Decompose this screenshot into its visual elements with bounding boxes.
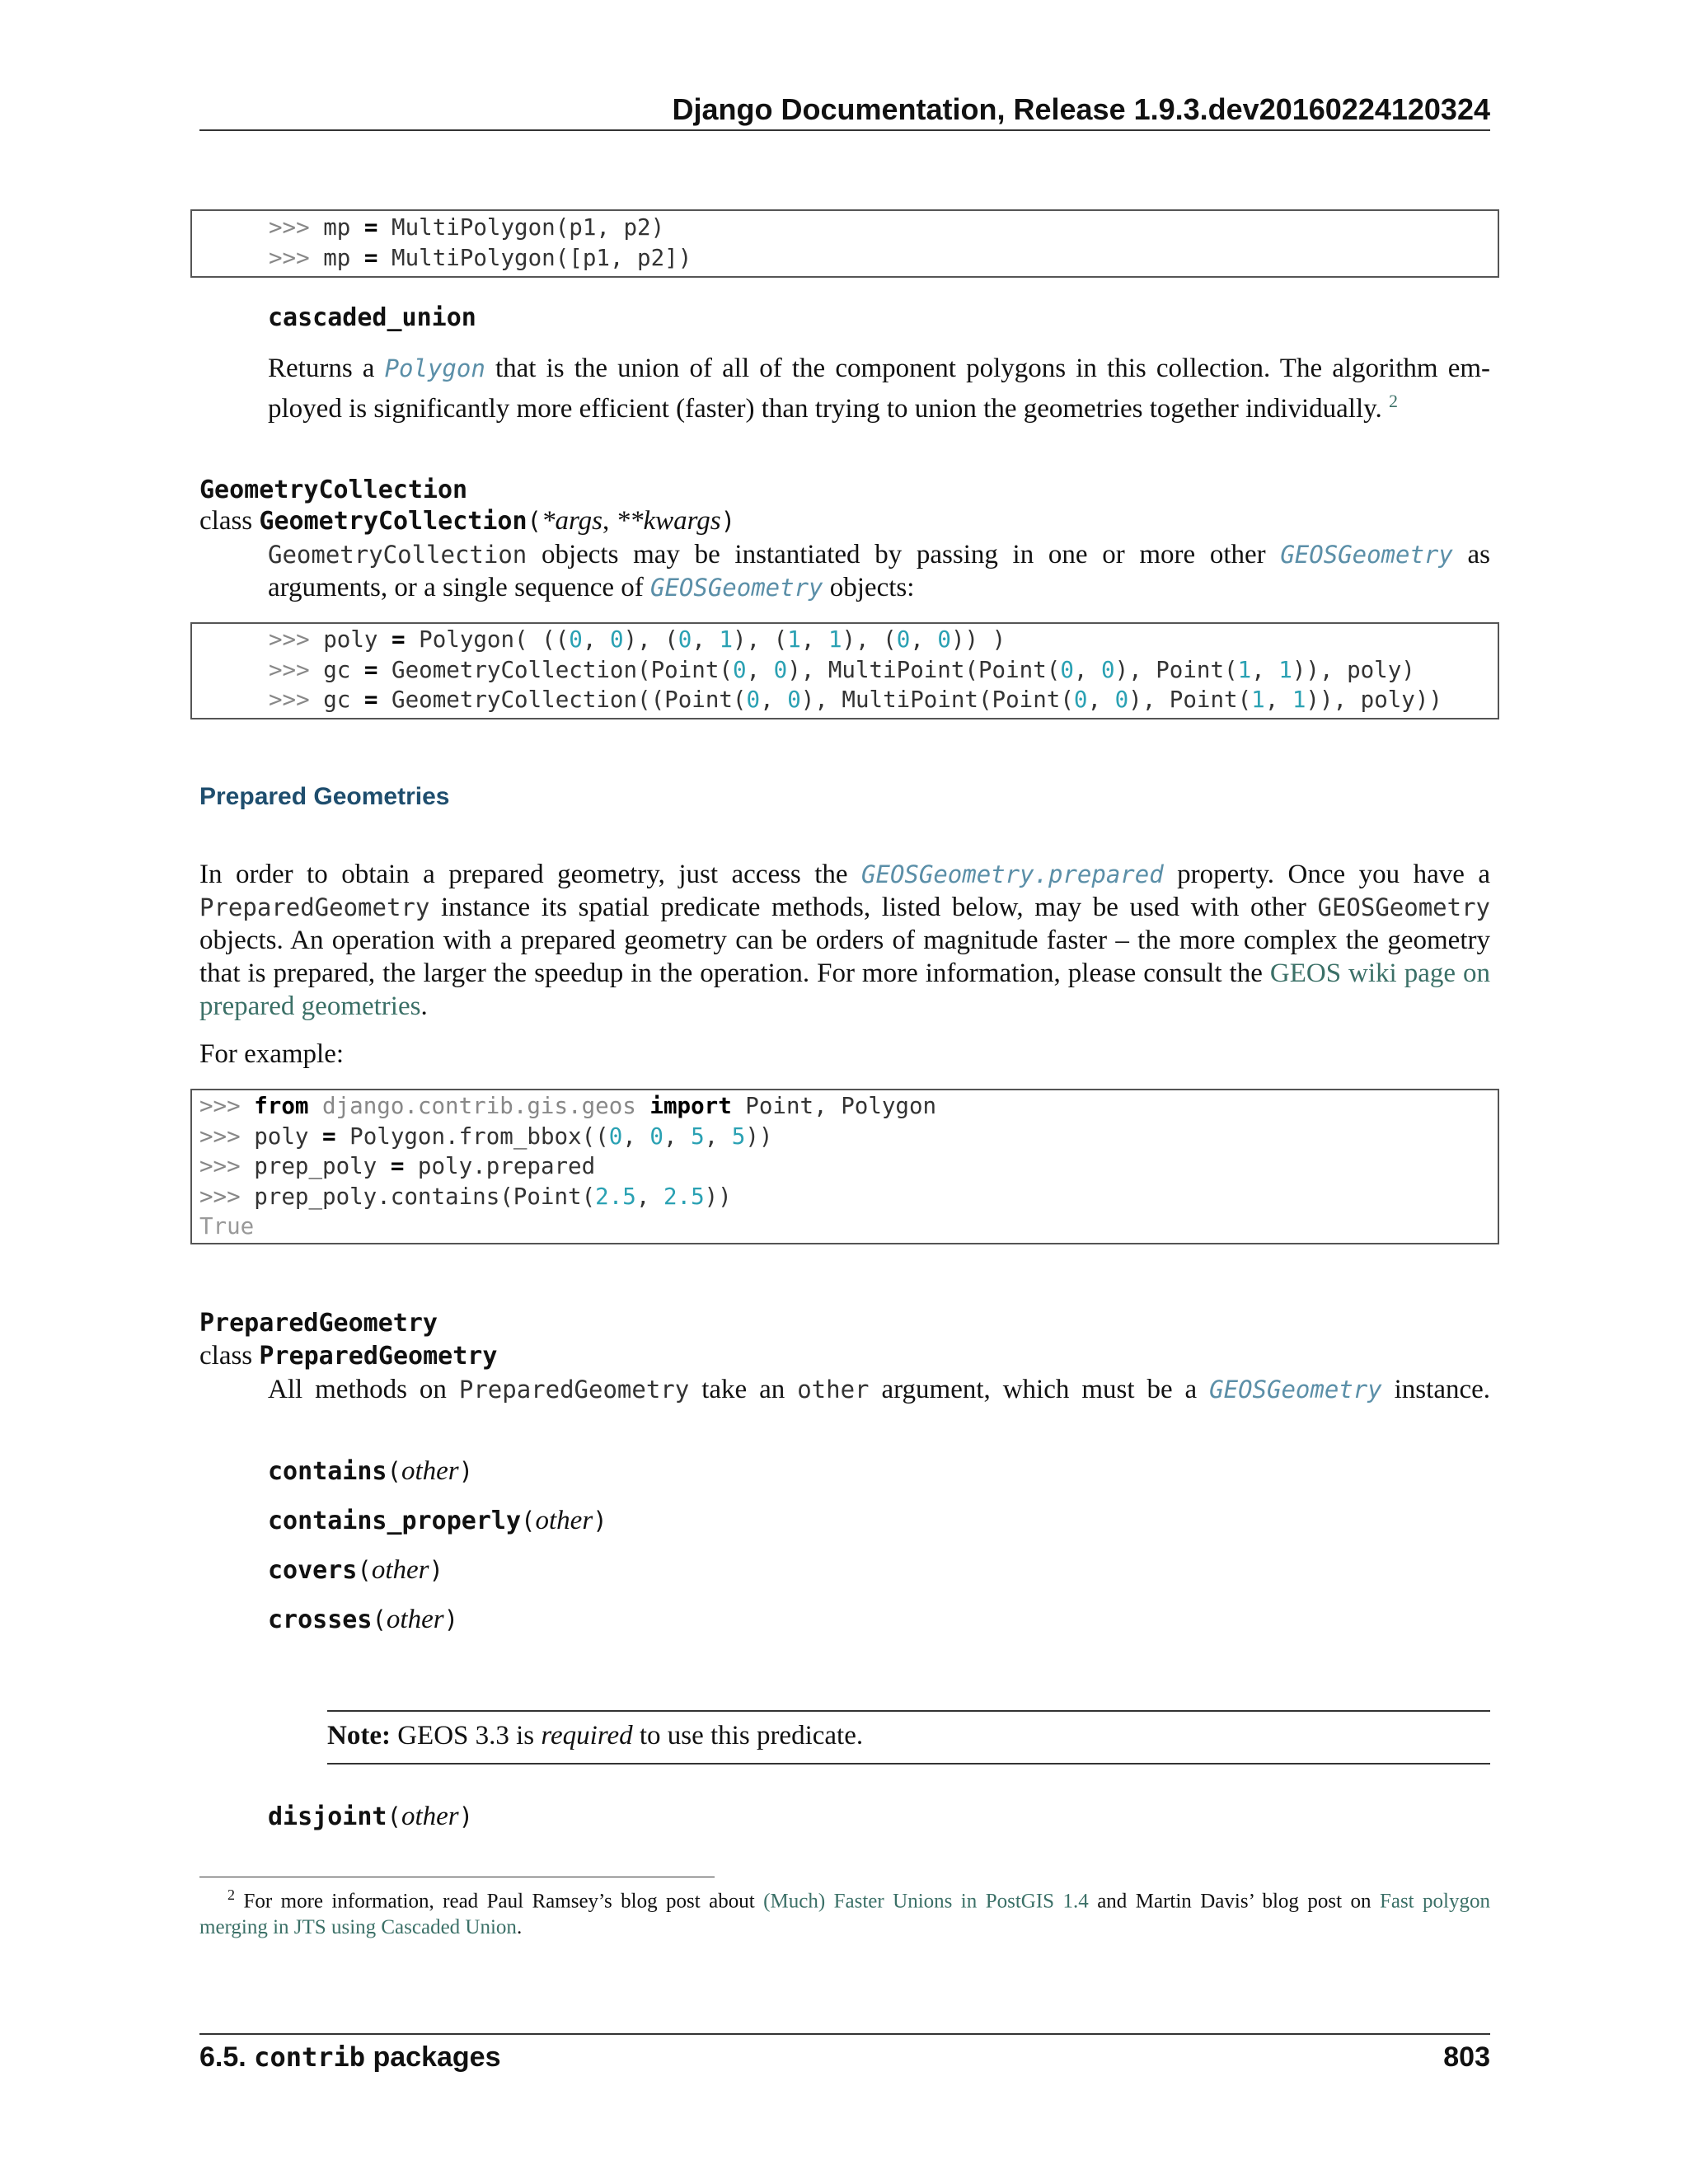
code-line: >>> gc = GeometryCollection(Point(0, 0), MultiPoint(Point(0, 0), Point(1, 1)), poly): [269, 656, 1415, 683]
param-kwargs: **kwargs: [616, 506, 721, 536]
footer-rule: [199, 2033, 1490, 2035]
method-contains: [268, 1456, 473, 1487]
inline-code: GEOSGeometry: [1317, 893, 1490, 921]
cascaded-union-description: [268, 352, 1490, 425]
header-rule: [199, 129, 1490, 131]
para-line-4: [199, 957, 1490, 990]
jts-cascaded-union-link-cont[interactable]: merging in JTS using Cascaded Union: [199, 1916, 517, 1939]
text: For more information, read Paul Ramsey’s blog post about: [235, 1890, 764, 1913]
param: other: [371, 1555, 429, 1585]
note-label: Note:: [327, 1721, 391, 1750]
code-line: >>> poly = Polygon.from_bbox((0, 0, 5, 5)): [199, 1122, 773, 1150]
paren: (: [387, 1802, 401, 1830]
code-block-geometry-collection: [190, 622, 1499, 719]
page-number: 803: [1443, 2041, 1490, 2073]
inline-code: PreparedGeometry: [199, 893, 430, 921]
text: GEOS 3.3 is: [397, 1721, 542, 1750]
text: objects. An operation with a prepared geometry can be orders of magnitude faster – the more complex the geometry: [199, 926, 1490, 955]
method-name: crosses: [268, 1605, 373, 1634]
code-line: >>> gc = GeometryCollection((Point(0, 0), MultiPoint(Point(0, 0), Point(1, 1)), poly)): [269, 687, 1442, 713]
section-text: packages: [373, 2041, 501, 2073]
para-line-3: [199, 924, 1490, 957]
text: that is prepared, the larger the speedup in the operation. For more information, please consult the: [199, 958, 1270, 988]
inline-code: PreparedGeometry: [458, 1376, 690, 1404]
inline-code: other: [797, 1376, 870, 1404]
desc-line-2: [268, 385, 1490, 425]
para-line-5: [199, 990, 1490, 1023]
text: to use this predicate.: [632, 1721, 864, 1750]
text: .: [420, 991, 428, 1021]
param: other: [401, 1802, 459, 1831]
heading-text: GeometryCollection: [199, 476, 468, 504]
text: and Martin Davis’ blog post on: [1088, 1890, 1380, 1913]
page-header-title: Django Documentation, Release 1.9.3.dev20160224120324: [672, 92, 1490, 126]
footnote-number: 2: [227, 1886, 235, 1903]
method-name: contains_properly: [268, 1507, 522, 1535]
paren: ): [593, 1507, 607, 1535]
jts-cascaded-union-link[interactable]: Fast polygon: [1379, 1890, 1491, 1913]
text: instance.: [1381, 1375, 1491, 1404]
desc-line-1: [268, 352, 1490, 385]
text: take an: [689, 1375, 798, 1404]
code-block-prepared-example: [190, 1089, 1499, 1244]
class-name: PreparedGeometry: [259, 1342, 498, 1371]
method-name: disjoint: [268, 1802, 387, 1831]
text: as: [1452, 540, 1490, 569]
paren: (: [521, 1507, 536, 1535]
param: other: [401, 1456, 459, 1486]
class-name: GeometryCollection: [259, 507, 528, 536]
code-line: >>> mp = MultiPolygon([p1, p2]): [269, 244, 692, 271]
heading-text: PreparedGeometry: [199, 1309, 438, 1338]
note-bottom-rule: [327, 1763, 1490, 1765]
geos-wiki-link-cont[interactable]: prepared geometries: [199, 991, 421, 1021]
text: that is the union of all of the component polygons in this collection. The algorithm em-: [485, 354, 1490, 383]
code-line: >>> from django.contrib.gis.geos import Point, Polygon: [199, 1093, 937, 1119]
code-line: >>> poly = Polygon( ((0, 0), (0, 1), (1, 1), (0, 0)) ): [269, 626, 1006, 653]
footnote-ref[interactable]: 2: [1388, 391, 1398, 411]
comma: ,: [602, 506, 617, 536]
text: property. Once you have a: [1163, 860, 1491, 889]
desc-line-1: [268, 538, 1490, 571]
paren: (: [372, 1605, 387, 1633]
geosgeometry-link[interactable]: GEOSGeometry: [1209, 1376, 1382, 1404]
text: objects may be instantiated by passing in one or more other: [527, 540, 1281, 569]
prepared-geometries-paragraph: [199, 858, 1490, 1023]
section-heading-prepared-geometries: Prepared Geometries: [199, 783, 450, 810]
postgis-faster-unions-link[interactable]: (Much) Faster Unions in PostGIS 1.4: [763, 1890, 1089, 1913]
paren: (: [357, 1556, 372, 1584]
method-contains-properly: [268, 1506, 607, 1536]
geometry-collection-description: [268, 538, 1490, 604]
paren: (: [387, 1457, 401, 1485]
polygon-link[interactable]: Polygon: [384, 354, 485, 382]
geometry-collection-heading: [199, 475, 467, 505]
method-name: covers: [268, 1556, 358, 1585]
for-example-text: [199, 1038, 344, 1071]
param: other: [535, 1506, 593, 1535]
footnote-line-1: [199, 1882, 1490, 1915]
method-name: cascaded_union: [268, 303, 476, 332]
desc-line-2: [268, 571, 1490, 604]
paren: ): [443, 1605, 459, 1633]
class-keyword: class: [199, 506, 253, 536]
paren: ): [458, 1802, 474, 1830]
text: objects:: [823, 573, 915, 602]
note-box: [327, 1719, 863, 1752]
footnote-line-2: [199, 1915, 1490, 1941]
prepared-property-link[interactable]: GEOSGeometry.prepared: [861, 860, 1164, 888]
method-disjoint: [268, 1802, 473, 1832]
geosgeometry-link[interactable]: GEOSGeometry: [650, 574, 823, 602]
method-signature-cascaded-union: [268, 302, 476, 333]
paren: ): [720, 507, 736, 535]
text: argument, which must be a: [869, 1375, 1210, 1404]
prepared-geometry-description: [268, 1373, 1490, 1406]
code-line: >>> mp = MultiPolygon(p1, p2): [269, 214, 665, 241]
geometry-collection-signature: [199, 506, 735, 537]
section-number: 6.5.: [199, 2041, 246, 2073]
method-name: contains: [268, 1457, 387, 1486]
desc-line-1: [268, 1373, 1490, 1406]
param-args: *args: [541, 506, 603, 536]
inline-code: GeometryCollection: [268, 541, 528, 569]
section-code: contrib: [254, 2041, 366, 2073]
code-line: >>> prep_poly = poly.prepared: [199, 1153, 596, 1179]
paren: ): [429, 1556, 443, 1584]
text: arguments, or a single sequence of: [268, 573, 650, 602]
geosgeometry-link[interactable]: GEOSGeometry: [1280, 541, 1453, 569]
text: instance its spatial predicate methods, listed below, may be used with other: [429, 893, 1318, 922]
footer-section: [199, 2041, 500, 2074]
text-emphasis: required: [541, 1721, 633, 1750]
method-covers: [268, 1555, 443, 1586]
paren: ): [458, 1457, 474, 1485]
text: In order to obtain a prepared geometry, just access the: [199, 860, 862, 889]
text: Returns a: [268, 354, 385, 383]
text: For example:: [199, 1039, 345, 1069]
para-line-1: [199, 858, 1490, 891]
text: ployed is significantly more efficient (faster) than trying to union the geometries together individually.: [268, 394, 1382, 424]
para-line-2: [199, 891, 1490, 924]
note-top-rule: [327, 1710, 1490, 1712]
prepared-geometry-heading: [199, 1308, 438, 1338]
geos-wiki-link[interactable]: GEOS wiki page on: [1269, 958, 1491, 988]
text: .: [516, 1916, 523, 1939]
paren: (: [527, 507, 542, 535]
code-line: True: [199, 1213, 255, 1240]
prepared-geometry-signature: [199, 1341, 497, 1371]
class-keyword: class: [199, 1341, 253, 1371]
param: other: [386, 1605, 444, 1634]
method-crosses: [268, 1605, 458, 1635]
text: All methods on: [268, 1375, 459, 1404]
code-line: >>> prep_poly.contains(Point(2.5, 2.5)): [199, 1183, 732, 1210]
footnote: [199, 1882, 1490, 1941]
code-block-multipolygon: [190, 209, 1499, 278]
